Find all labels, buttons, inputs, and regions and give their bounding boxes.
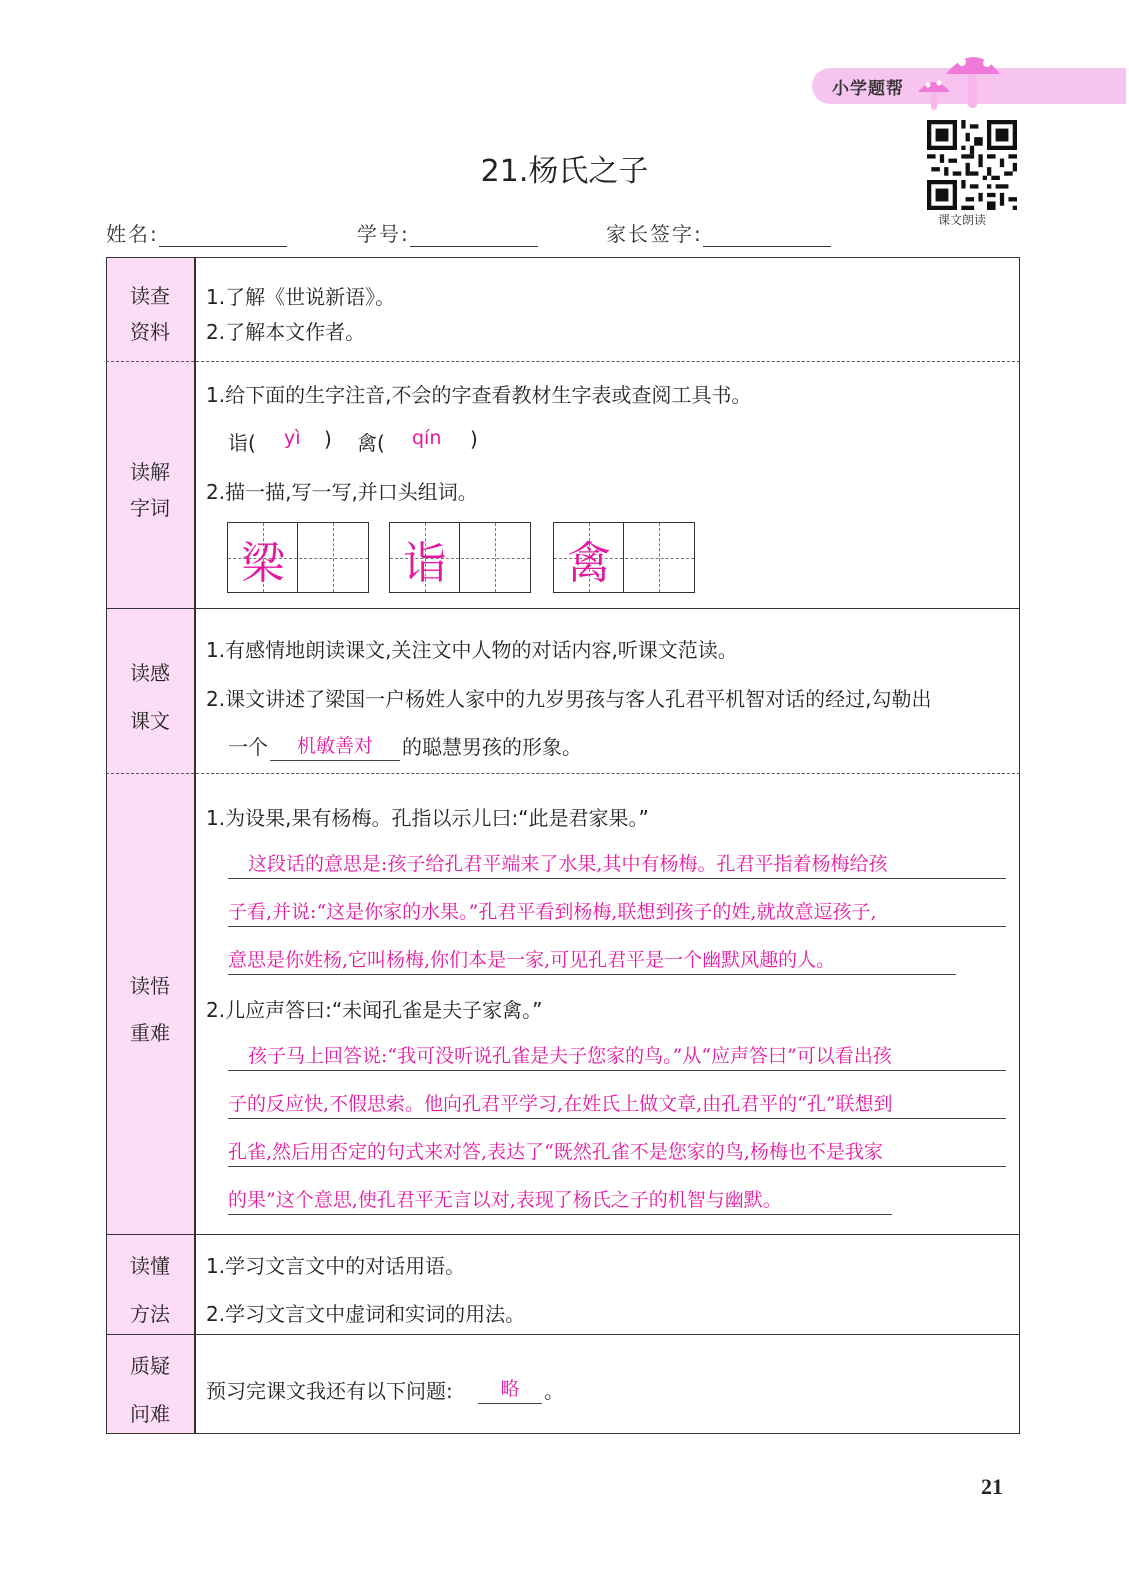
- s4-answer-1-line-2[interactable]: 子看,并说:“这是你家的水果。”孔君平看到杨梅,联想到孩子的姓,就故意逗孩子,: [228, 897, 1006, 927]
- number-label: 学号:: [357, 222, 410, 246]
- name-field[interactable]: [106, 218, 287, 247]
- section-label-5b: 方法: [130, 1302, 170, 1326]
- grid-character-1: 梁: [241, 538, 285, 589]
- section-label-2b: 字词: [130, 496, 170, 520]
- qr-caption: 课文朗读: [938, 213, 987, 227]
- row-divider: [106, 1234, 1020, 1235]
- s6-suffix: 。: [544, 1379, 564, 1403]
- pinyin-close-1: ): [324, 427, 332, 451]
- row-divider: [106, 773, 1020, 774]
- number-field[interactable]: [357, 218, 538, 247]
- row-divider: [106, 361, 1020, 362]
- grid-character-2: 诣: [403, 538, 447, 589]
- section-label-1a: 读查: [130, 284, 170, 308]
- section-label-5a: 读懂: [130, 1254, 170, 1278]
- number-blank[interactable]: [410, 224, 538, 247]
- section-label-6a: 质疑: [130, 1354, 170, 1378]
- s4-answer-1-line-1[interactable]: 这段话的意思是:孩子给孔君平端来了水果,其中有杨梅。孔君平指着杨梅给孩: [228, 849, 1006, 879]
- pinyin-close-2: ): [470, 427, 478, 451]
- s6-answer-blank[interactable]: 略: [478, 1374, 542, 1404]
- s4-answer-1-line-3[interactable]: 意思是你姓杨,它叫杨梅,你们本是一家,可见孔君平是一个幽默风趣的人。: [228, 945, 956, 975]
- section-label-3b: 课文: [130, 709, 170, 733]
- s4-question-1: 1.为设果,果有杨梅。孔指以示儿曰:“此是君家果。”: [206, 806, 649, 830]
- s5-item-2: 2.学习文言文中虚词和实词的用法。: [206, 1302, 526, 1326]
- s1-item-1: 1.了解《世说新语》。: [206, 285, 396, 309]
- s4-question-2: 2.儿应声答曰:“未闻孔雀是夫子家禽。”: [206, 998, 543, 1022]
- signature-label: 家长签字:: [606, 222, 703, 246]
- grid-character-3: 禽: [567, 538, 611, 589]
- s3-item-1: 1.有感情地朗读课文,关注文中人物的对话内容,听课文范读。: [206, 638, 738, 662]
- pinyin-char-2: 禽(: [357, 431, 385, 455]
- s1-item-2: 2.了解本文作者。: [206, 320, 366, 344]
- mushroom-icon: [912, 40, 1002, 112]
- s6-prompt: 预习完课文我还有以下问题:: [206, 1379, 453, 1403]
- writing-grid-1[interactable]: [227, 522, 369, 593]
- s3-item-2-suffix: 的聪慧男孩的形象。: [402, 735, 582, 759]
- section-label-6b: 问难: [130, 1402, 170, 1426]
- pinyin-answer-1[interactable]: yì: [284, 427, 301, 449]
- brand-label: 小学题帮: [832, 79, 904, 99]
- signature-field[interactable]: [606, 218, 831, 247]
- name-label: 姓名:: [106, 222, 159, 246]
- section-label-1b: 资料: [130, 320, 170, 344]
- section-label-4b: 重难: [130, 1021, 170, 1045]
- column-divider: [194, 257, 196, 1434]
- row-divider: [106, 608, 1020, 609]
- s5-item-1: 1.学习文言文中的对话用语。: [206, 1254, 466, 1278]
- section-label-2a: 读解: [130, 460, 170, 484]
- writing-grid-2[interactable]: [389, 522, 531, 593]
- s4-answer-2-line-4[interactable]: 的果”这个意思,使孔君平无言以对,表现了杨氏之子的机智与幽默。: [228, 1185, 892, 1215]
- pinyin-char-1: 诣(: [228, 431, 256, 455]
- s2-item-1: 1.给下面的生字注音,不会的字查看教材生字表或查阅工具书。: [206, 383, 752, 407]
- section-label-4a: 读悟: [130, 974, 170, 998]
- s3-item-2-prefix: 一个: [228, 735, 268, 759]
- s4-answer-2-line-3[interactable]: 孔雀,然后用否定的句式来对答,表达了“既然孔雀不是您家的鸟,杨梅也不是我家: [228, 1137, 1006, 1167]
- s4-answer-2-line-1[interactable]: 孩子马上回答说:“我可没听说孔雀是夫子您家的鸟。”从“应声答曰”可以看出孩: [228, 1041, 1006, 1071]
- s4-answer-2-line-2[interactable]: 子的反应快,不假思索。他向孔君平学习,在姓氏上做文章,由孔君平的“孔”联想到: [228, 1089, 1006, 1119]
- name-blank[interactable]: [159, 224, 287, 247]
- page-number: 21: [981, 1474, 1003, 1499]
- s2-item-2: 2.描一描,写一写,并口头组词。: [206, 480, 478, 504]
- s3-item-2: 2.课文讲述了梁国一户杨姓人家中的九岁男孩与客人孔君平机智对话的经过,勾勒出: [206, 687, 932, 711]
- s3-answer-blank[interactable]: 机敏善对: [270, 731, 400, 761]
- section-label-3a: 读感: [130, 661, 170, 685]
- signature-blank[interactable]: [703, 224, 831, 247]
- writing-grid-3[interactable]: [553, 522, 695, 593]
- page-title: 21.杨氏之子: [480, 154, 649, 189]
- row-divider: [106, 1334, 1020, 1335]
- pinyin-answer-2[interactable]: qín: [412, 427, 442, 449]
